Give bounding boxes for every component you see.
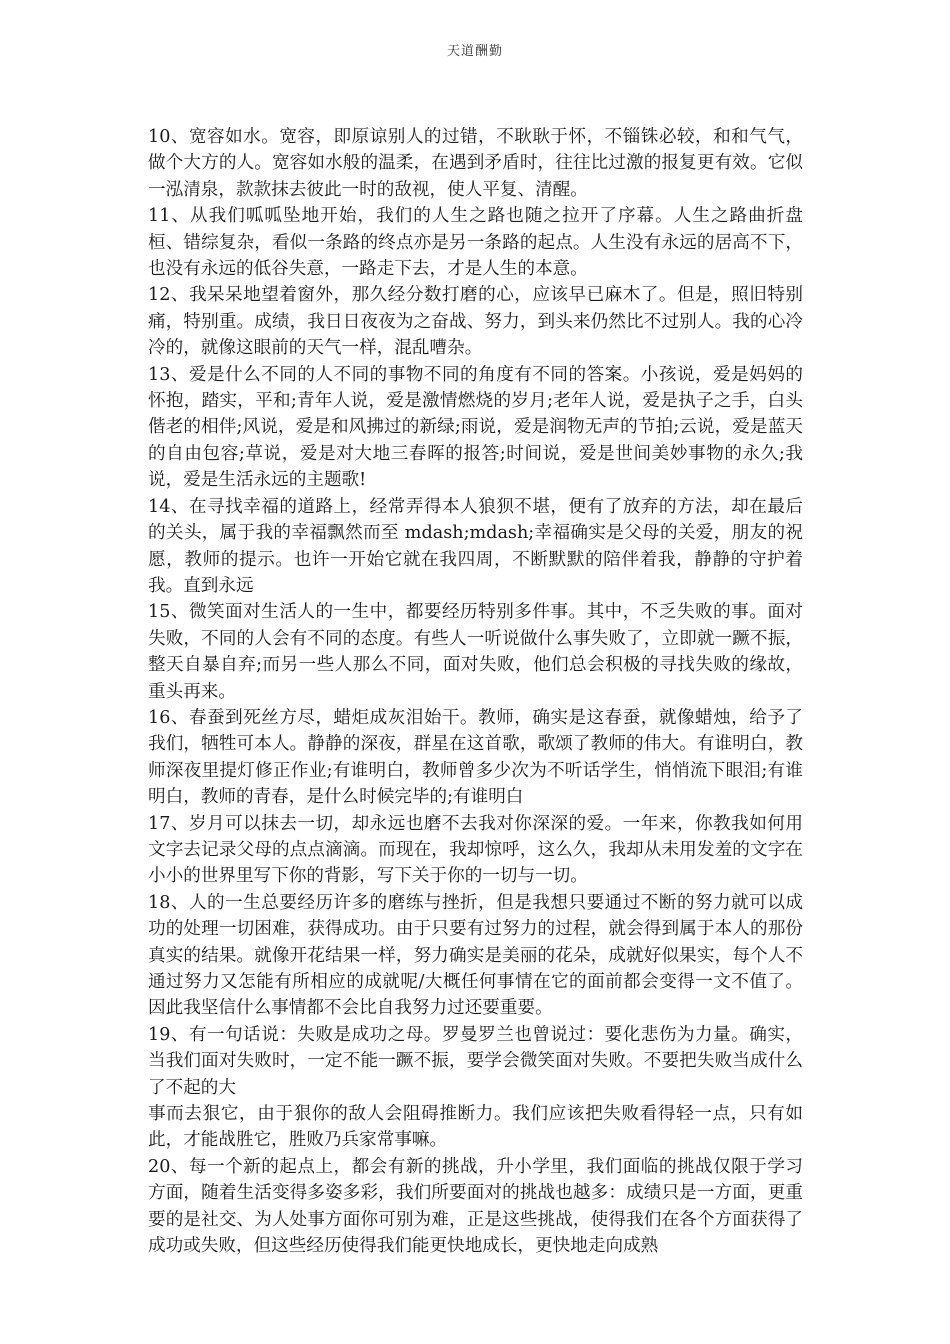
paragraph-19: 19、有一句话说：失败是成功之母。罗曼罗兰也曾说过：要化悲伤为力量。确实，当我们面对失败时，一定不能一蹶不振，要学会微笑面对失败。不要把失败当成什么了不起的大 bbox=[148, 1024, 803, 1098]
paragraph-11: 11、从我们呱呱坠地开始，我们的人生之路也随之拉开了序幕。人生之路曲折盘桓、错综复杂，看似一条路的终点亦是另一条路的起点。人生没有永远的居高不下，也没有永远的低谷失意，一路走下去，才是人生的本意。 bbox=[148, 206, 803, 280]
paragraph-13: 13、爱是什么不同的人不同的事物不同的角度有不同的答案。小孩说，爱是妈妈的怀抱，踏实，平和;青年人说，爱是激情燃烧的岁月;老年人说，爱是执子之手，白头偕老的相伴;风说，爱是和风拂过的新绿;雨说，爱是润物无声的节拍;云说，爱是蓝天的自由包容;草说，爱是对大地三春晖的报答;时间说，爱是世间美妙事物的永久;我说，爱是生活永远的主题歌! bbox=[148, 364, 803, 491]
paragraph-16: 16、春蚕到死丝方尽，蜡炬成灰泪始干。教师，确实是这春蚕，就像蜡烛，给予了我们，牺牲可本人。静静的深夜，群星在这首歌，歌颂了教师的伟大。有谁明白，教师深夜里提灯修正作业;有谁明白，教师曾多少次为不听话学生，悄悄流下眼泪;有谁明白，教师的青春，是什么时候完毕的;有谁明白 bbox=[148, 707, 803, 808]
paragraph-10: 10、宽容如水。宽容，即原谅别人的过错，不耿耿于怀，不锱铢必较，和和气气，做个大方的人。宽容如水般的温柔，在遇到矛盾时，往往比过激的报复更有效。它似一泓清泉，款款抹去彼此一时的敌视，使人平复、清醒。 bbox=[148, 127, 803, 200]
paragraph-20: 20、每一个新的起点上，都会有新的挑战，升小学里，我们面临的挑战仅限于学习方面，随着生活变得多姿多彩，我们所要面对的挑战也越多：成绩只是一方面，更重要的是社交、为人处事方面你可别为难，正是这些挑战，使得我们在各个方面获得了成功或失败，但这些经历使得我们能更快地成长，更快地走向成熟 bbox=[148, 1156, 803, 1257]
paragraph-17: 17、岁月可以抹去一切，却永远也磨不去我对你深深的爱。一年来，你教我如何用文字去记录父母的点点滴滴。而现在，我却惊呼，这么久，我却从未用发羞的文字在小小的世界里写下你的背影，写下关于你的一切与一切。 bbox=[148, 813, 803, 887]
paragraph-19-continued: 事而去狠它，由于狠你的敌人会阻碍推断力。我们应该把失败看得轻一点，只有如此，才能战胜它，胜败乃兵家常事嘛。 bbox=[148, 1104, 803, 1151]
page-header: 天道酬勤 bbox=[446, 44, 503, 59]
document-body bbox=[148, 124, 803, 1259]
paragraph-14: 14、在寻找幸福的道路上，经常弄得本人狼狈不堪，便有了放弃的方法，却在最后的关头，属于我的幸福飘然而至 mdash;mdash;幸福确实是父母的关爱，朋友的祝愿，教师的提示。也许一开始它就在我四周，不断默默的陪伴着我，静静的守护着我。直到永远 bbox=[148, 496, 803, 596]
paragraph-12: 12、我呆呆地望着窗外，那久经分数打磨的心，应该早已麻木了。但是，照旧特别痛，特别重。成绩，我日日夜夜为之奋战、努力，到头来仍然比不过别人。我的心冷冷的，就像这眼前的天气一样，混乱嘈杂。 bbox=[148, 285, 803, 359]
paragraph-18: 18、人的一生总要经历许多的磨练与挫折，但是我想只要通过不断的努力就可以成功的处理一切困难，获得成功。由于只要有过努力的过程，就会得到属于本人的那份真实的结果。就像开花结果一样，努力确实是美丽的花朵，成就好似果实，每个人不通过努力又怎能有所相应的成就呢/大概任何事情在它的面前都会变得一文不值了。因此我坚信什么事情都不会比自我努力过还要重要。 bbox=[148, 892, 803, 1019]
paragraph-15: 15、微笑面对生活人的一生中，都要经历特别多件事。其中，不乏失败的事。面对失败，不同的人会有不同的态度。有些人一听说做什么事失败了，立即就一蹶不振，整天自暴自弃;而另一些人那么不同，面对失败，他们总会积极的寻找失败的缘故，重头再来。 bbox=[148, 602, 803, 702]
